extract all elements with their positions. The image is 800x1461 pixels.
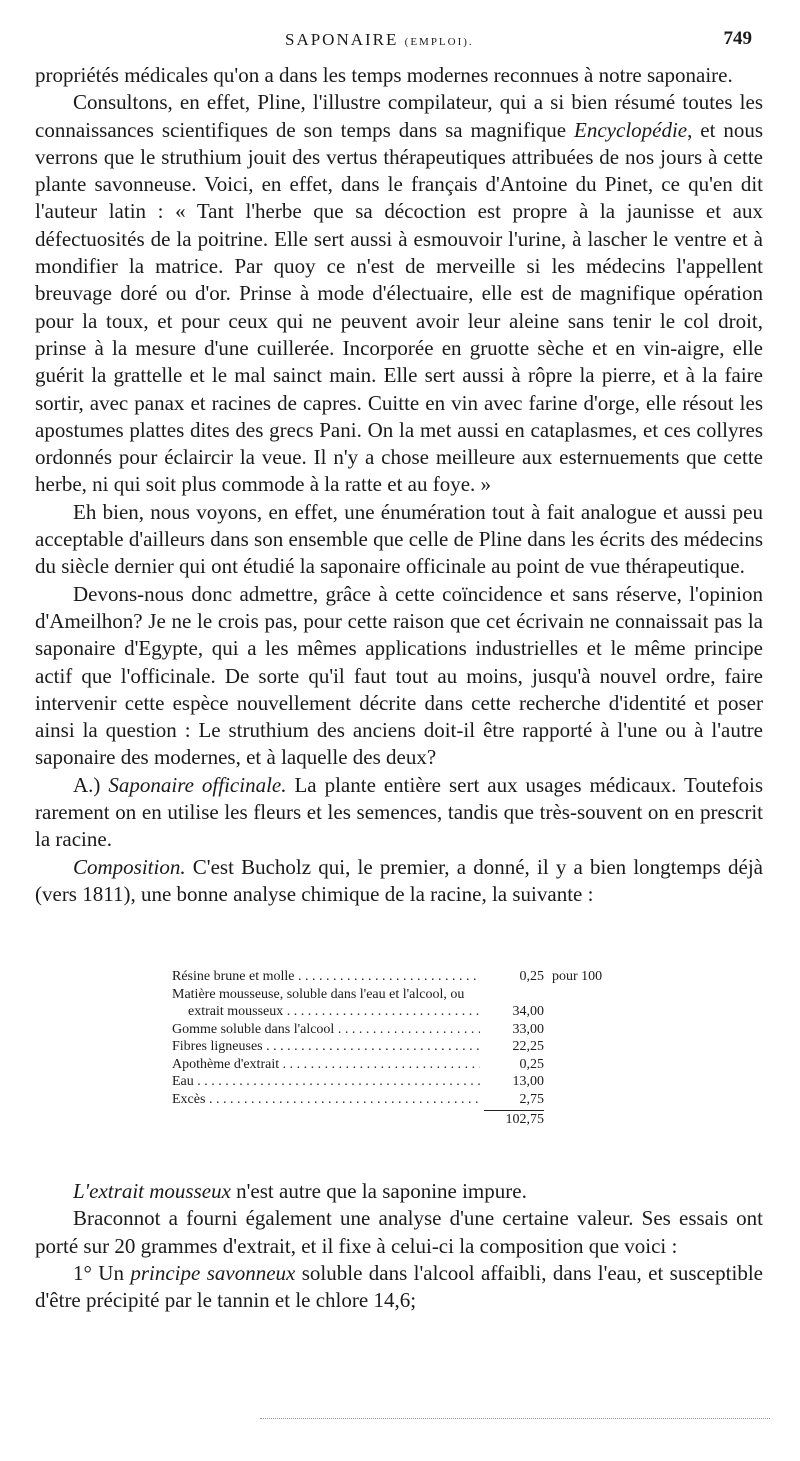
paragraph-7 — [35, 1178, 763, 1205]
table-unit: pour 100 — [552, 969, 603, 984]
table-row — [172, 986, 652, 1004]
page-header — [0, 30, 800, 60]
paragraph-3: Eh bien, nous voyons, en effet, une énumération tout à fait analogue et aussi peu acceptable d'ailleurs dans son ensemble que celle de Pline dans les écrits des médecins du siècle dernier qui ont étudié la saponaire officinale au point de vue thérapeutique. — [35, 499, 763, 579]
table-row — [172, 1073, 652, 1091]
footer-rule — [260, 1418, 770, 1419]
running-title-subtitle: (EMPLOI). — [404, 36, 474, 48]
paragraph-2 — [35, 89, 763, 498]
table-row-value: 2,75 — [519, 1091, 544, 1107]
table-total: 102,75 — [505, 1112, 544, 1127]
page-number: 749 — [723, 28, 752, 49]
table-row — [172, 968, 652, 986]
composition-table — [172, 968, 652, 1129]
paragraph-2-text-b: , et nous verrons que le struthium jouit des vertus thérapeutiques attribuées de nos jours à cette plante savonneuse. Voici, en effet, dans le français d'Antoine du Pinet, ce qu'en dit l'auteur latin : « Tant l'herbe que sa décoction est propre à la jaunisse et aux défectuosités de la poitrine. Elle sert aussi à esmouvoir l'urine, à lascher le ventre et à mondifier la matrice. Par quoy ce n'est de merveille si les médecins l'appellent breuvage doré ou d'or. Prinse à mode d'électuaire, elle est de magnifique opération pour la toux, et pour ceux qui ne peuvent avoir leur aleine sans tenir le col droit, prinse à la mesure d'une cuillerée. Incorporée en gruotte sèche et en vin-aigre, elle guérit la grattelle et le mal sainct main. Elle sert aussi à rôpre la pierre, et à la faire sortir, avec panax et racines de capres. Cuitte en vin avec farine d'orge, elle résout les apostumes plattes dites des grecs Pani. On la met aussi en cataplasmes, et ces collyres ordonnés pour éclaircir la veue. Il n'y a chose meilleure aux esternuements que cette herbe, ni qui soit plus commode à la ratte et au foye. » — [35, 117, 764, 497]
paragraph-9-marker: 1° Un — [73, 1260, 131, 1285]
body-text — [35, 62, 763, 908]
paragraph-4: Devons-nous donc admettre, grâce à cette coïncidence et sans réserve, l'opinion d'Ameilhon? Je ne le crois pas, pour cette raison que cet écrivain ne connaissait pas la saponaire d'Egypte, qui a les mêmes applications industrielles et le même principe actif que l'officinale. De sorte qu'il faut tout au moins, jusqu'à nouvel ordre, faire intervenir cette espèce nouvellement décrite dans cette recherche d'identité et poser ainsi la question : Le struthium des anciens doit-il être rapporté à l'une ou à l'autre saponaire des modernes, et à laquelle des deux? — [35, 581, 763, 770]
paragraph-6-text: C'est Bucholz qui, le premier, a donné, il y a bien longtemps déjà (vers 1811), une bonne analyse chimique de la racine, la suivante : — [35, 854, 763, 906]
running-title-main: SAPONAIRE — [285, 30, 399, 49]
paragraph-5 — [35, 772, 763, 854]
table-row-label: Excès . . . — [172, 1091, 480, 1109]
paragraph-8: Braconnot a fourni également une analyse d'une certaine valeur. Ses essais ont porté sur 20 grammes d'extrait, et il fixe à celui-ci la composition que voici : — [35, 1206, 763, 1258]
paragraph-5-text: La plante entière sert aux usages médicaux. Toutefois rarement on en utilise les fleurs et les semences, tandis que très-souvent on en prescrit la racine. — [35, 772, 763, 852]
paragraph-7-emphasis: L'extrait mousseux — [73, 1179, 231, 1203]
paragraph-5-marker: A.) — [73, 772, 109, 797]
table-row-value: 13,00 — [512, 1074, 544, 1089]
table-row — [172, 1091, 652, 1109]
paragraph-1: propriétés médicales qu'on a dans les temps modernes reconnues à notre saponaire. — [35, 63, 733, 87]
paragraph-6 — [35, 854, 763, 909]
table-row-value: 0,25 — [519, 1056, 544, 1072]
table-row-value: 22,25 — [512, 1039, 544, 1054]
paragraph-2-emphasis: Encyclopédie — [574, 117, 688, 142]
paragraph-9-emphasis: principe savonneux — [130, 1260, 296, 1285]
paragraph-5-heading: Saponaire officinale. — [108, 772, 287, 797]
table-row — [172, 1021, 652, 1039]
body-text-continued — [35, 1178, 763, 1314]
running-title — [285, 30, 474, 50]
paragraph-7-text: n'est autre que la saponine impure. — [230, 1179, 527, 1203]
table-row-value: 33,00 — [512, 1021, 544, 1037]
table-row-label: Fibres ligneuses . . . — [172, 1038, 480, 1056]
table-row-label: Résine brune et molle . . . — [172, 968, 480, 986]
table-row-label: Apothème d'extrait . . . — [172, 1056, 480, 1074]
table-row-value: 34,00 — [512, 1004, 544, 1019]
paragraph-6-heading: Composition. — [73, 854, 186, 879]
table-row-label: Eau . . . — [172, 1073, 480, 1091]
paragraph-9 — [35, 1260, 763, 1315]
table-row-label: Gomme soluble dans l'alcool . . . — [172, 1021, 480, 1039]
paragraph-2-text-a: Consultons, en effet, Pline, l'illustre compilateur, qui a si bien résumé toutes les connaissances scientifiques de son temps dans sa magnifique — [35, 90, 763, 142]
table-row — [172, 1003, 652, 1021]
table-row-value: 0,25 — [519, 969, 544, 984]
paragraph-9-text: soluble dans l'alcool affaibli, dans l'eau, et susceptible d'être précipité par le tannin et le chlore 14,6; — [35, 1260, 763, 1313]
table-row-label: Matière mousseuse, soluble dans l'eau et l'alcool, ou — [172, 986, 465, 1002]
table-row — [172, 1056, 652, 1074]
table-row-label: extrait mousseux . . . — [172, 1003, 480, 1021]
table-row — [172, 1038, 652, 1056]
